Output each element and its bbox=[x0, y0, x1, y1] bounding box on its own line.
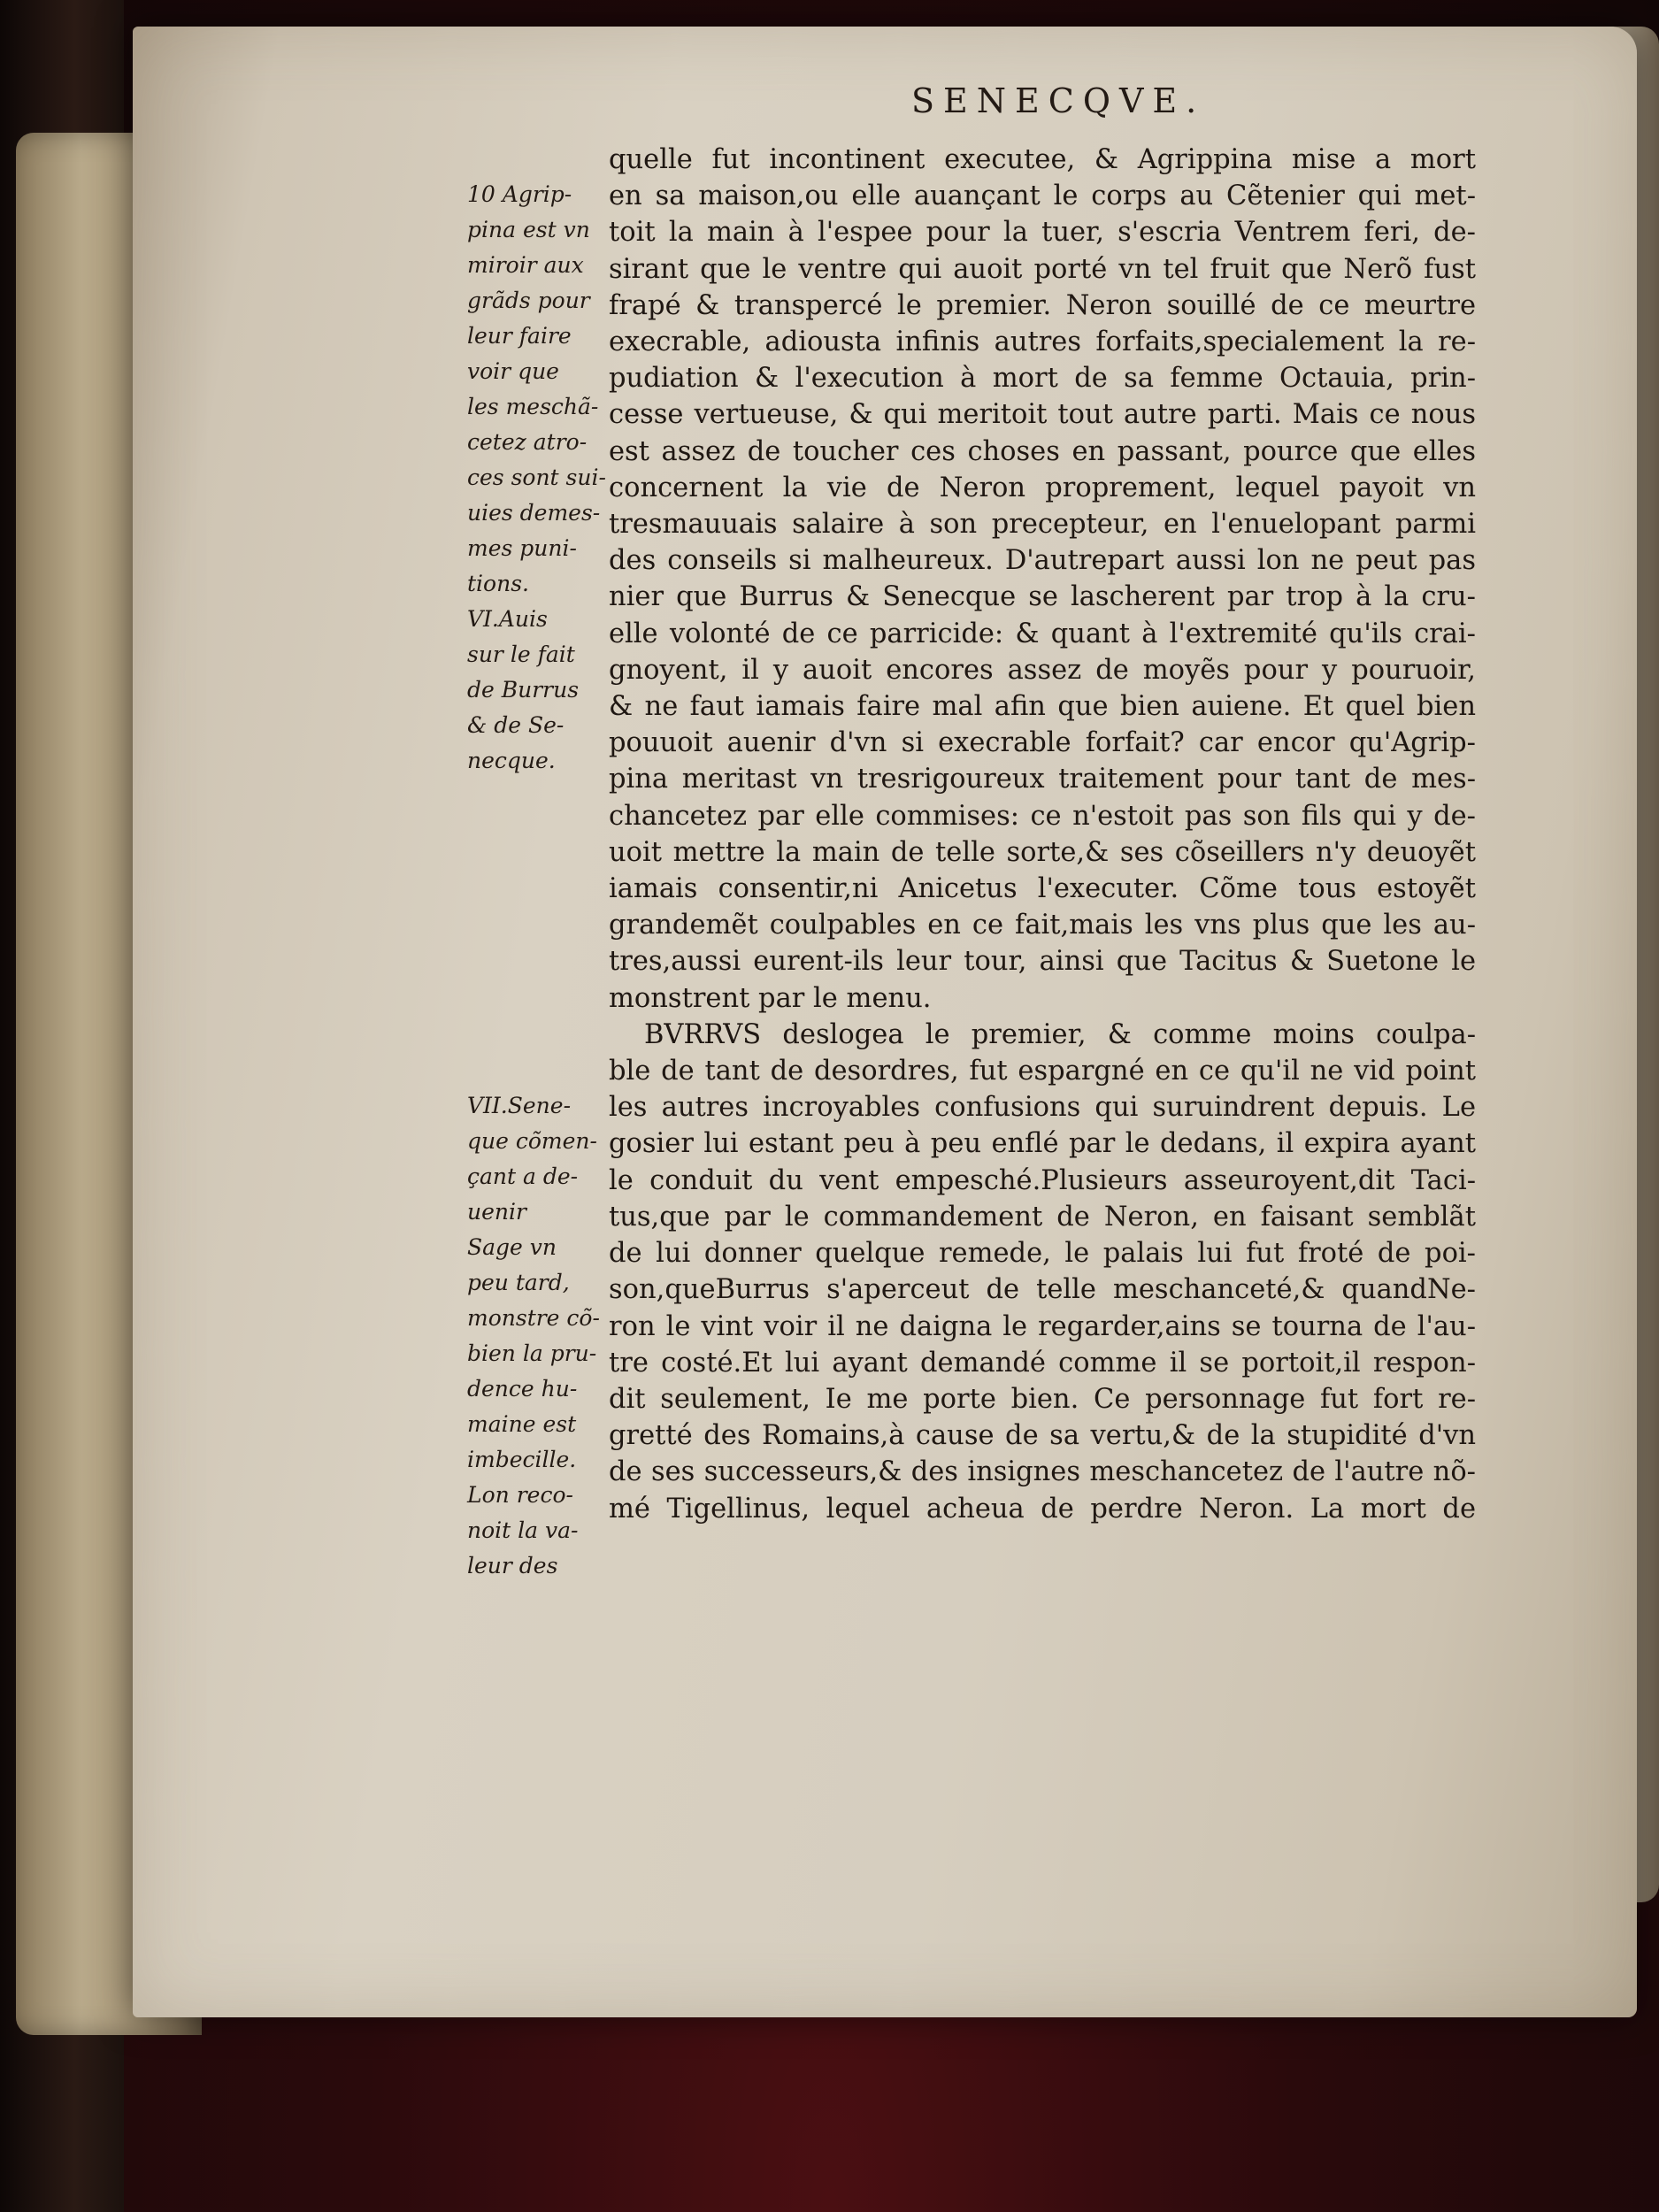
margin-line: pina est vn bbox=[467, 217, 590, 242]
text-line: pina meritast vn tresrigoureux traitement pour tant de mes- bbox=[609, 764, 1476, 795]
text-line: tre costé.Et lui ayant demandé comme il se portoit,il respon- bbox=[609, 1347, 1476, 1379]
margin-line: VI.Auis bbox=[467, 606, 548, 632]
margin-line: dence hu- bbox=[467, 1376, 578, 1402]
margin-line: 10 Agrip- bbox=[467, 181, 572, 207]
margin-line: sur le fait bbox=[467, 641, 575, 667]
text-line: gnoyent, il y auoit encores assez de moyẽs pour y pouruoir, bbox=[609, 654, 1476, 686]
text-line: execrable, adiousta infinis autres forfaits,specialement la re- bbox=[609, 326, 1476, 358]
text-line: BVRRVS deslogea le premier, & comme moins coulpa- bbox=[644, 1018, 1476, 1050]
text-line: en sa maison,ou elle auançant le corps au Cẽtenier qui met- bbox=[609, 180, 1476, 212]
margin-line: cetez atro- bbox=[467, 429, 588, 455]
margin-line: necque. bbox=[467, 748, 556, 773]
margin-line: VII.Sene- bbox=[467, 1093, 572, 1118]
margin-line: maine est bbox=[467, 1411, 577, 1437]
margin-line: noit la va- bbox=[467, 1517, 579, 1543]
margin-line: uenir bbox=[467, 1199, 526, 1225]
text-line: gretté des Romains,à cause de sa vertu,& de la stupidité d'vn bbox=[609, 1420, 1476, 1452]
text-line: ble de tant de desordres, fut espargné en ce qu'il ne vid point bbox=[609, 1056, 1476, 1087]
margin-line: tions. bbox=[467, 571, 529, 596]
text-line: elle volonté de ce parricide: & quant à l'extremité qu'ils crai- bbox=[609, 618, 1476, 649]
margin-line: uies demes- bbox=[467, 500, 601, 526]
text-line: grandemẽt coulpables en ce fait,mais les vns plus que les au- bbox=[609, 910, 1476, 941]
text-line: chancetez par elle commises: ce n'estoit pas son fils qui y de- bbox=[609, 800, 1476, 832]
margin-line: les meschã- bbox=[467, 394, 599, 419]
margin-line: de Burrus bbox=[467, 677, 580, 703]
text-line: monstrent par le menu. bbox=[609, 982, 932, 1014]
text-line: de lui donner quelque remede, le palais lui fut froté de poi- bbox=[609, 1238, 1476, 1270]
text-line: dit seulement, Ie me porte bien. Ce personnage fut fort re- bbox=[609, 1383, 1476, 1415]
text-line: concernent la vie de Neron proprement, lequel payoit vn bbox=[609, 472, 1476, 503]
margin-line: mes puni- bbox=[467, 535, 577, 561]
text-line: son,queBurrus s'aperceut de telle meschanceté,& quandNe- bbox=[609, 1274, 1476, 1306]
text-line: gosier lui estant peu à peu enflé par le dedans, il expira ayant bbox=[609, 1128, 1476, 1160]
margin-line: monstre cõ- bbox=[467, 1305, 600, 1331]
margin-line: miroir aux bbox=[467, 252, 584, 278]
margin-line: ces sont sui- bbox=[467, 465, 606, 490]
margin-line: Sage vn bbox=[467, 1234, 557, 1260]
text-line: frapé & transpercé le premier. Neron souillé de ce meurtre bbox=[609, 289, 1476, 321]
running-header: SENECQVE. bbox=[911, 81, 1206, 120]
margin-note-agrippina bbox=[467, 177, 609, 602]
margin-line: & de Se- bbox=[467, 712, 565, 738]
margin-line: que cõmen- bbox=[467, 1128, 597, 1154]
text-line: cesse vertueuse, & qui meritoit tout autre parti. Mais ce nous bbox=[609, 399, 1476, 431]
margin-line: peu tard, bbox=[467, 1270, 570, 1295]
text-line: iamais consentir,ni Anicetus l'executer. Cõme tous estoyẽt bbox=[609, 873, 1476, 905]
text-line: & ne faut iamais faire mal afin que bien auiene. Et quel bien bbox=[609, 691, 1476, 723]
text-line: toit la main à l'espee pour la tuer, s'escria Ventrem feri, de- bbox=[609, 217, 1476, 249]
text-line: de ses successeurs,& des insignes meschancetez de l'autre nõ- bbox=[609, 1456, 1476, 1488]
text-line: des conseils si malheureux. D'autrepart aussi lon ne peut pas bbox=[609, 545, 1476, 577]
margin-line: leur faire bbox=[467, 323, 572, 349]
margin-note-burrus bbox=[467, 602, 609, 779]
margin-line: grãds pour bbox=[467, 288, 590, 313]
text-line: quelle fut incontinent executee, & Agrippina mise a mort bbox=[609, 144, 1476, 175]
text-line: tus,que par le commandement de Neron, en faisant semblãt bbox=[609, 1201, 1476, 1233]
text-line: tres,aussi eurent-ils leur tour, ainsi que Tacitus & Suetone le bbox=[609, 946, 1476, 978]
text-line: tresmauuais salaire à son precepteur, en l'enuelopant parmi bbox=[609, 509, 1476, 541]
margin-line: voir que bbox=[467, 358, 559, 384]
text-line: sirant que le ventre qui auoit porté vn tel fruit que Nerõ fust bbox=[609, 253, 1476, 285]
text-line: pudiation & l'execution à mort de sa femme Octauia, prin- bbox=[609, 363, 1476, 395]
text-line: les autres incroyables confusions qui suruindrent depuis. Le bbox=[609, 1092, 1476, 1124]
margin-line: bien la pru- bbox=[467, 1340, 597, 1366]
text-line: nier que Burrus & Senecque se lascherent par trop à la cru- bbox=[609, 581, 1476, 613]
margin-line: imbecille. bbox=[467, 1447, 577, 1472]
text-line: ron le vint voir il ne daigna le regarder,ains se tourna de l'au- bbox=[609, 1310, 1476, 1342]
margin-line: leur des bbox=[467, 1553, 558, 1578]
text-line: mé Tigellinus, lequel acheua de perdre Neron. La mort de bbox=[609, 1493, 1476, 1525]
text-line: est assez de toucher ces choses en passant, pource que elles bbox=[609, 435, 1476, 467]
margin-line: çant a de- bbox=[467, 1164, 579, 1189]
text-line: le conduit du vent empesché.Plusieurs asseuroyent,dit Taci- bbox=[609, 1164, 1476, 1196]
margin-line: Lon reco- bbox=[467, 1482, 573, 1508]
text-line: pouuoit auenir d'vn si execrable forfait? car encor qu'Agrip- bbox=[609, 727, 1476, 759]
main-text-block bbox=[609, 142, 1476, 1527]
text-line: uoit mettre la main de telle sorte,& ses cõseillers n'y deuoyẽt bbox=[609, 836, 1476, 868]
margin-note-senecque bbox=[467, 1088, 609, 1584]
